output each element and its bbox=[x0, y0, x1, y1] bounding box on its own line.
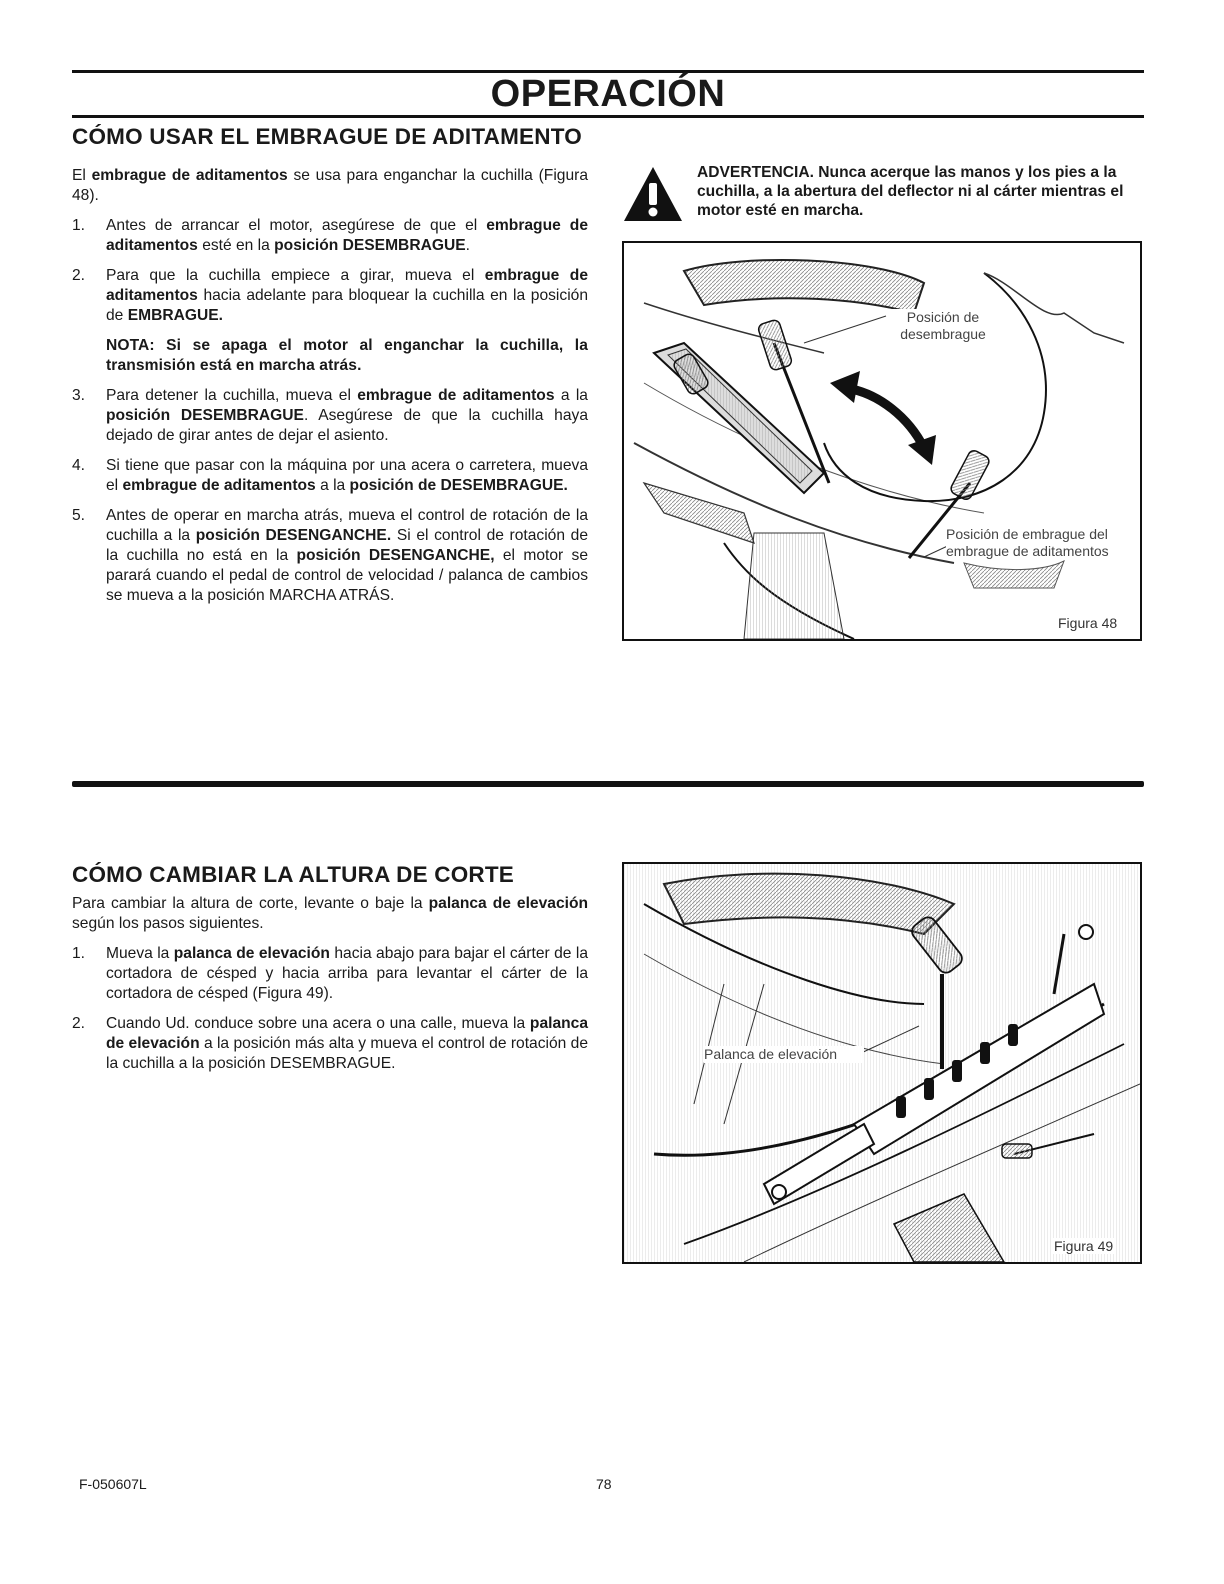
bold-term: palanca de elevación bbox=[428, 895, 589, 912]
attachment-clutch-text bbox=[72, 166, 588, 616]
text-run: según los pasos siguientes. bbox=[72, 915, 264, 932]
step-text bbox=[106, 217, 588, 254]
text-run: Antes de arrancar el motor, asegúrese de que el bbox=[106, 217, 487, 234]
text-run: hacia abajo para bajar el cárter de la cortadora de césped y hacia arriba para levantar el cárter de la cortadora de césped (Figura 49). bbox=[106, 945, 588, 1002]
attachment-clutch-steps bbox=[72, 216, 588, 606]
figure-48-caption: Figura 48 bbox=[1058, 615, 1118, 631]
text-run: Para cambiar la altura de corte, levante o baje la bbox=[72, 895, 429, 912]
figure-49-box bbox=[622, 862, 1142, 1264]
list-item bbox=[72, 216, 588, 256]
engine-stall-note: NOTA: Si se apaga el motor al enganchar la cuchilla, la transmisión está en marcha atrás. bbox=[106, 337, 588, 374]
list-item bbox=[72, 506, 588, 606]
text-run: . bbox=[465, 237, 470, 254]
list-item bbox=[72, 266, 588, 376]
bold-term: embrague de aditamentos bbox=[106, 217, 588, 254]
text-run: esté en la bbox=[197, 237, 275, 254]
cutting-height-steps bbox=[72, 944, 588, 1074]
bold-term: posición DESEMBRAGUE bbox=[106, 407, 304, 424]
step-text bbox=[106, 945, 588, 1002]
step-text bbox=[106, 1015, 588, 1072]
step-text bbox=[106, 457, 588, 494]
lift-lever-illustration bbox=[624, 864, 1140, 1262]
lift-lever-label: Palanca de elevación bbox=[704, 1046, 864, 1063]
title-underline bbox=[72, 115, 1144, 118]
step-number: 1. bbox=[72, 217, 86, 234]
text-run: se usa para enganchar la cuchilla (Figura 48). bbox=[72, 167, 588, 204]
step-number: 2. bbox=[72, 1015, 86, 1032]
cutting-height-text bbox=[72, 894, 588, 1084]
bold-term: embrague de aditamentos bbox=[106, 267, 589, 304]
bold-term: posición de DESEMBRAGUE. bbox=[349, 477, 568, 494]
text-run: El bbox=[72, 167, 92, 184]
text-run: Antes de operar en marcha atrás, mueva el control de rotación de la cuchilla a la bbox=[106, 507, 588, 544]
list-item bbox=[72, 386, 588, 446]
page-title: OPERACIÓN bbox=[490, 73, 726, 115]
list-item bbox=[72, 944, 588, 1004]
step-text bbox=[106, 507, 588, 604]
step-number: 2. bbox=[72, 267, 86, 284]
page-number: 78 bbox=[596, 1476, 612, 1492]
warning-text: ADVERTENCIA. Nunca acerque las manos y los pies a la cuchilla, a la abertura del deflector ni al cárter mientras el motor esté en marcha. bbox=[697, 164, 1124, 219]
step-number: 4. bbox=[72, 457, 86, 474]
text-run: . Asegúrese de que la cuchilla haya dejado de girar antes de dejar el asiento. bbox=[106, 407, 588, 444]
bold-term: embrague de aditamentos bbox=[122, 477, 316, 494]
list-item bbox=[72, 456, 588, 496]
text-run: Para que la cuchilla empiece a girar, mueva el bbox=[106, 267, 485, 284]
text-run: a la bbox=[554, 387, 588, 404]
text-run: Si el control de rotación de la cuchilla no está en la bbox=[106, 527, 589, 564]
bold-term: posición DESENGANCHE. bbox=[195, 527, 392, 544]
text-run: a la bbox=[315, 477, 350, 494]
warning-triangle-icon bbox=[622, 165, 684, 223]
step-number: 3. bbox=[72, 387, 86, 404]
text-run: hacia adelante para bloquear la cuchilla en la posición de bbox=[106, 287, 588, 324]
text-run: Cuando Ud. conduce sobre una acera o una calle, mueva la bbox=[106, 1015, 530, 1032]
section-heading-attachment-clutch: CÓMO USAR EL EMBRAGUE DE ADITAMENTO bbox=[72, 124, 582, 149]
document-code: F-050607L bbox=[79, 1476, 147, 1492]
text-run: Para detener la cuchilla, mueva el bbox=[106, 387, 358, 404]
step-number: 5. bbox=[72, 507, 86, 524]
bold-term: posición DESEMBRAGUE bbox=[274, 237, 466, 254]
text-run: el motor se parará cuando el pedal de control de velocidad / palanca de cambios se mueva a la posición MARCHA ATRÁS. bbox=[106, 547, 589, 604]
engage-position-label: Posición de embrague del embrague de aditamentos bbox=[946, 526, 1136, 560]
bold-term: palanca de elevación bbox=[173, 945, 330, 962]
bold-term: embrague de aditamentos bbox=[357, 387, 555, 404]
bold-term: posición DESENGANCHE, bbox=[296, 547, 495, 564]
disengage-position-label: Posición de desembrague bbox=[888, 309, 998, 343]
list-item bbox=[72, 1014, 588, 1074]
figure-48-box bbox=[622, 241, 1142, 641]
step-text bbox=[106, 387, 588, 444]
step-number: 1. bbox=[72, 945, 86, 962]
figure-49-caption: Figura 49 bbox=[1054, 1238, 1114, 1254]
bold-term: EMBRAGUE. bbox=[127, 307, 223, 324]
attachment-clutch-intro bbox=[72, 166, 588, 206]
section-divider bbox=[72, 781, 1144, 787]
text-run: a la posición más alta y mueva el control de rotación de la cuchilla a la posición DESEMBRAGUE. bbox=[106, 1035, 589, 1072]
cutting-height-intro bbox=[72, 894, 588, 934]
attachment-clutch-illustration bbox=[624, 243, 1140, 639]
bold-term: embrague de aditamentos bbox=[91, 167, 288, 184]
text-run: Si tiene que pasar con la máquina por una acera o carretera, mueva el bbox=[106, 457, 588, 494]
bold-term: palanca de elevación bbox=[106, 1015, 588, 1052]
step-text bbox=[106, 267, 588, 324]
text-run: Mueva la bbox=[106, 945, 174, 962]
section-heading-cutting-height: CÓMO CAMBIAR LA ALTURA DE CORTE bbox=[72, 862, 514, 887]
